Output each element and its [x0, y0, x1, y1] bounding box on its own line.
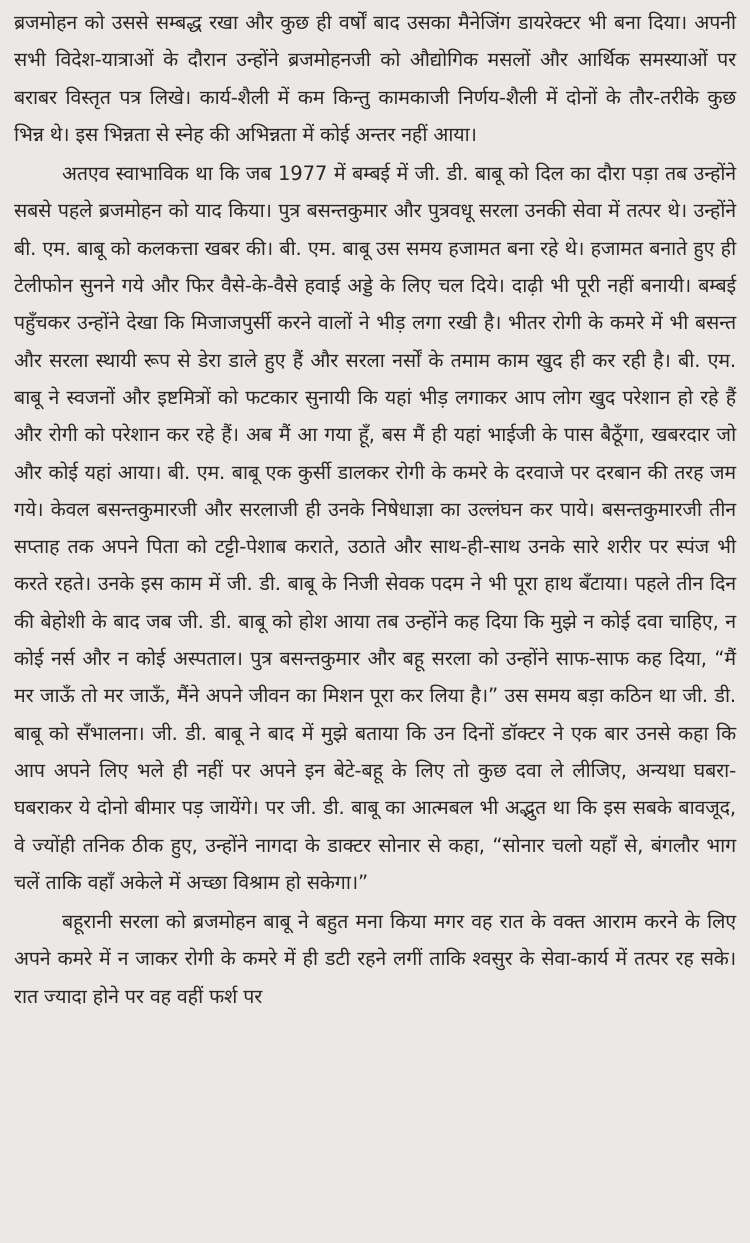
- paragraph-heart-attack-account: अतएव स्वाभाविक था कि जब 1977 में बम्बई में जी. डी. बाबू को दिल का दौरा पड़ा तब उन्होंने सबसे पहले ब्रजमोहन को याद किया। पुत्र बसन्तकुमार और पुत्रवधू सरला उनकी सेवा में तत्पर थे। उन्होंने बी. एम. बाबू को कलकत्ता खबर की। बी. एम. बाबू उस समय हजामत बना रहे थे। हजामत बनाते हुए ही टेलीफोन सुनने गये और फिर वैसे-के-वैसे हवाई अड्डे के लिए चल दिये। दाढ़ी भी पूरी नहीं बनायी। बम्बई पहुँचकर उन्होंने देखा कि मिजाजपुर्सी करने वालों ने भीड़ लगा रखी है। भीतर रोगी के कमरे में भी बसन्त और सरला स्थायी रूप से डेरा डाले हुए हैं और सरला नर्सों के तमाम काम खुद ही कर रही है। बी. एम. बाबू ने स्वजनों और इष्टमित्रों को फटकार सुनायी कि यहां भीड़ लगाकर आप लोग खुद परेशान हो रहे हैं और रोगी को परेशान कर रहे हैं। अब मैं आ गया हूँ, बस मैं ही यहां भाईजी के पास बैठूँगा, खबरदार जो और कोई यहां आया। बी. एम. बाबू एक कुर्सी डालकर रोगी के कमरे के दरवाजे पर दरबान की तरह जम गये। केवल बसन्तकुमारजी और सरलाजी ही उनके निषेधाज्ञा का उल्लंघन कर पाये। बसन्तकुमारजी तीन सप्ताह तक अपने पिता को टट्टी-पेशाब कराते, उठाते और साथ-ही-साथ उनके सारे शरीर पर स्पंज भी करते रहते। उनके इस काम में जी. डी. बाबू के निजी सेवक पदम ने भी पूरा हाथ बँटाया। पहले तीन दिन की बेहोशी के बाद जब जी. डी. बाबू को होश आया तब उन्होंने कह दिया कि मुझे न कोई दवा चाहिए, न कोई नर्स और न कोई अस्पताल। पुत्र बसन्तकुमार और बहू सरला को उन्होंने साफ-साफ कह दिया, “मैं मर जाऊँ तो मर जाऊँ, मैंने अपने जीवन का मिशन पूरा कर लिया है।” उस समय बड़ा कठिन था जी. डी. बाबू को सँभालना। जी. डी. बाबू ने बाद में मुझे बताया कि उन दिनों डॉक्टर ने एक बार उनसे कहा कि आप अपने लिए भले ही नहीं पर अपने इन बेटे-बहू के लिए तो कुछ दवा ले लीजिए, अन्यथा घबरा-घबराकर ये दोनो बीमार पड़ जायेंगे। पर जी. डी. बाबू का आत्मबल भी अद्भुत था कि इस सबके बावजूद, वे ज्योंही तनिक ठीक हुए, उन्होंने नागदा के डाक्टर सोनार से कहा, “सोनार चलो यहाँ से, बंगलौर भाग चलें ताकि वहाँ अकेले में अच्छा विश्राम हो सकेगा।”: [14, 162, 736, 894]
- paragraph-sarla-care: बहूरानी सरला को ब्रजमोहन बाबू ने बहुत मना किया मगर वह रात के वक्त आराम करने के लिए अपने कमरे में न जाकर रोगी के कमरे में ही डटी रहने लगीं ताकि श्वसुर के सेवा-कार्य में तत्पर रह सके। रात ज्यादा होने पर वह वहीं फर्श पर: [14, 910, 736, 1008]
- paragraph-continuation: ब्रजमोहन को उससे सम्बद्ध रखा और कुछ ही वर्षों बाद उसका मैनेजिंग डायरेक्टर भी बना दिया। अपनी सभी विदेश-यात्राओं के दौरान उन्होंने ब्रजमोहनजी को औद्योगिक मसलों और आर्थिक समस्याओं पर बराबर विस्तृत पत्र लिखे। कार्य-शैली में कम किन्तु कामकाजी निर्णय-शैली में दोनों के तौर-तरीके कुछ भिन्न थे। इस भिन्नता से स्नेह की अभिन्नता में कोई अन्तर नहीं आया।: [14, 11, 736, 146]
